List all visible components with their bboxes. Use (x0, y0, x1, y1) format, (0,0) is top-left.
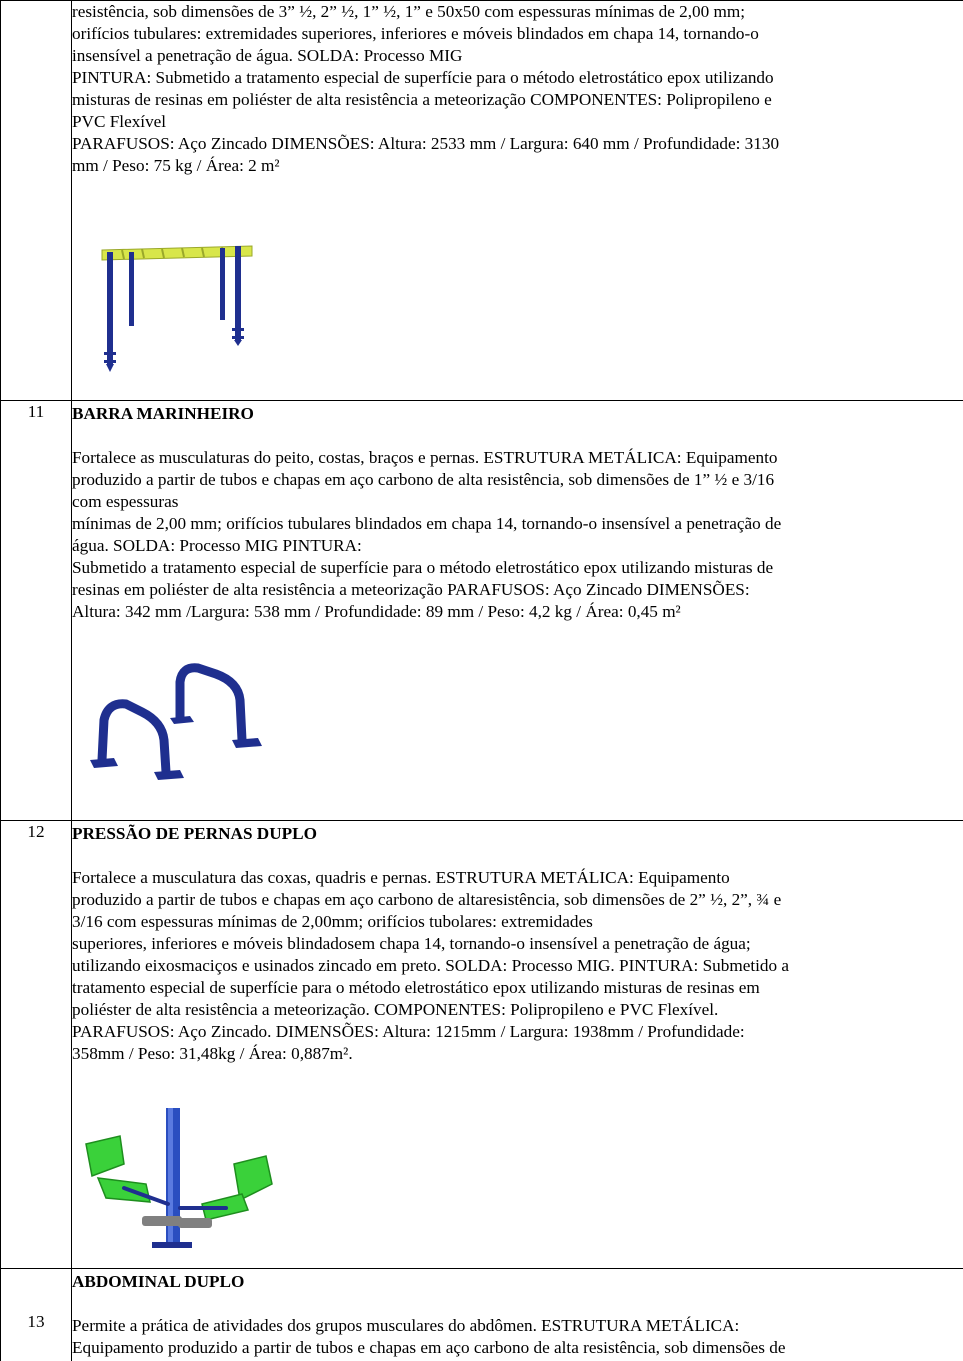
item-description: Permite a prática de atividades dos grupos musculares do abdômen. ESTRUTURA METÁLICA: Equipamento produzido a partir de tubos e chapas em aço carbono de alta resistência, sob dimensões de (72, 1316, 786, 1357)
row-number-cell (1, 821, 72, 1269)
item-title: BARRA MARINHEIRO (72, 404, 254, 423)
item-title: PRESSÃO DE PERNAS DUPLO (72, 824, 317, 843)
parallel-bars-image (90, 660, 275, 790)
horizontal-ladder-image (92, 228, 262, 376)
row-content-cell (72, 1269, 963, 1361)
item-description: resistência, sob dimensões de 3” ½, 2” ½, 1” ½, 1” e 50x50 com espessuras mínimas de 2,00 mm; orifícios tubulares: extremidades superiores, inferiores e móveis blindados em chapa 14, tornando-o insensível a penetração de água. SOLDA: Processo MIG PINTURA: Submetido a tratamento especial de superfície para o método eletrostático epox utilizando misturas de resinas em poliéster de alta resistência a meteorização COMPONENTES: Polipropileno e PVC Flexível PARAFUSOS: Aço Zincado DIMENSÕES: Altura: 2533 mm / Largura: 640 mm / Profundidade: 3130 mm / Peso: 75 kg / Área: 2 m² (72, 2, 780, 175)
leg-press-image (84, 1108, 284, 1254)
row-number: 12 (27, 822, 45, 841)
item-description: Fortalece a musculatura das coxas, quadris e pernas. ESTRUTURA METÁLICA: Equipamento produzido a partir de tubos e chapas em aço carbono de altaresistência, sob dimensões de 2” ½, 2”, ¾ e 3/16 com espessuras mínimas de 2,00mm; orifícios tubolares: extremidades superiores, inferiores e móveis blindadosem chapa 14, tornando-o insensível a penetração de água; utilizando eixosmaciços e usinados zincado em preto. SOLDA: Processo MIG. PINTURA: Submetido a tratamento especial de superfície para o método eletrostático epox utilizando misturas de resinas em poliéster de alta resistência a meteorização. COMPONENTES: Polipropileno e PVC Flexível. PARAFUSOS: Aço Zincado. DIMENSÕES: Altura: 1215mm / Largura: 1938mm / Profundidade: 358mm / Peso: 31,48kg / Área: 0,887m². (72, 868, 789, 1063)
table-row (1, 1269, 963, 1361)
item-title: ABDOMINAL DUPLO (72, 1272, 245, 1291)
row-number-cell (1, 1, 72, 401)
row-number-cell (1, 1269, 72, 1361)
row-number-cell (1, 401, 72, 821)
item-description: Fortalece as musculaturas do peito, costas, braços e pernas. ESTRUTURA METÁLICA: Equipamento produzido a partir de tubos e chapas em aço carbono de alta resistência, sob dimensões de 1” ½ e 3/16 com espessuras mínimas de 2,00 mm; orifícios tubulares blindados em chapa 14, tornando-o insensível a penetração de água. SOLDA: Processo MIG PINTURA: Submetido a tratamento especial de superfície para o método eletrostático epox utilizando misturas de resinas em poliéster de alta resistência a meteorização PARAFUSOS: Aço Zincado DIMENSÕES: Altura: 342 mm /Largura: 538 mm / Profundidade: 89 mm / Peso: 4,2 kg / Área: 0,45 m² (72, 448, 782, 621)
row-number: 13 (27, 1312, 45, 1331)
row-number: 11 (27, 402, 45, 421)
